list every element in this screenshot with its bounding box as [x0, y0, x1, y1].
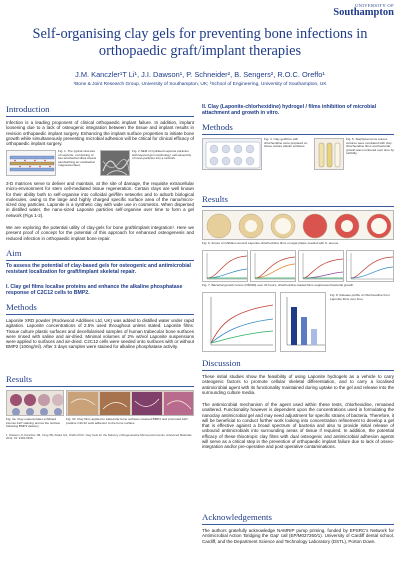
intro-paragraph-1: Infection is a leading proponent of clinical orthopaedic implant failure. In addition, implant loosening due to a lack of osteogenic integration between the tissue and implant results in revision orthopaedic implant surgery. Enhancing the implant surface properties to initiate bone growth while simultaneously preventing microbial adhesion will be critical for clinical efficacy of orthopaedic implant surgery. [6, 120, 194, 147]
poster-title: Self-organising clay gels for preventing bone infections in orthopaedic graft/implant therapies [32, 26, 368, 59]
bacterial-culture-image [314, 138, 344, 170]
well-plate-graphic [203, 139, 262, 170]
release-profile-chart [202, 292, 276, 352]
section-rule [6, 386, 194, 387]
aim-subheading: I. Clay gel films localise proteins and enhance the alkaline phosphatase response of C2C12 cells to BMP2. [6, 284, 183, 296]
discussion-heading: Discussion [202, 358, 241, 368]
alp-stained-plates-image [6, 390, 64, 416]
methods-text-left: Laponite XRD powder (Rockwood Additives Ltd, UK) was added to distilled water under rapid agitation. Laponite concentrations of 2.5% used throughout unless stated. Laponite films: Tissue culture plastic surfaces and decellularised samples of human trabecular bone surfaces were rinsed with saline and air-dried. Minimal volumes of 2% wt/vol Laponite suspensions were applied to surfaces and air-dried. C2C12 cells were seeded onto surfaces with or without BMP2 (100ng/ml). After 3 days samples were stained for alkaline phosphatase activity. [6, 318, 194, 350]
release-profile-plot [203, 293, 276, 352]
growth-curve-plot-3 [299, 251, 344, 282]
acknowledgements-text: The authors gratefully acknowledge NAMRIP pump priming, funded by EPSRC's Network for Antimicrobial Action 'Bridging the Gap' call (EP/M027260/1). University of Cardiff dental school, Cardiff, and the Department Science and Technology Laboratory (DSTL), Porton Down. [202, 528, 394, 544]
results-caption-1: Fig. 3a. Clay-coated plates exhibited intense ALP staining across the surface following BMP2 delivery. [6, 417, 61, 429]
discussion-paragraph-2: The antimicrobial mechanism of the agent used within these tests, chlorhexidine, remained unaltered. Functionality however is dependent upon the concentrations used in formulating the nanoclay antimicrobial gel and may need adjustment for specific strains of bacteria. Therefore, it will be beneficial to conduct further work looking into concentration refinement to develop a gel that is effective against a broad spectrum of bacteria and also to provide initial release of unbound antimicrobials into surrounding areas of tissue if required. In addition, the potential efficacy of these thixotropic clay films with dual osteogenic and antimicrobial adhesion agents will serve as a critical step in the prevention of orthopaedic implant failure due to lack of osseo-integration and/or pre-operative and post operative contaminations. [202, 402, 394, 450]
aim-text: To assess the potential of clay-based gels for osteogenic and antimicrobial resistant localization for graft/implant skeletal repair. [6, 263, 191, 275]
alp-plates-graphic [7, 391, 64, 416]
figure-1-caption: Fig. 1. The typical structure of Laponite, comprising of two tetrahedral silica sheets sandwiching an octahedral magnesia sheet. [58, 149, 97, 168]
growth-curve-plot-1 [203, 251, 248, 282]
acknowledgements-heading: Acknowledgements [202, 512, 272, 522]
growth-curve-plot-4 [347, 251, 394, 282]
results-caption-growth: Fig. 7. Bacterial growth curves (OD600) over 24 hours; chlorhexidine-loaded films suppressed bacterial growth. [202, 283, 355, 287]
author-list: J.M. Kanczler¹T Li¹, J.I. Dawson¹, P. Schneider², B. Sengers², R.O.C. Oreffo¹ [75, 70, 325, 79]
clay-film-preparation-image [202, 138, 262, 170]
aim-heading: Aim [6, 248, 22, 258]
culture-tubes-graphic [315, 139, 344, 170]
logo-name-text: Southampton [333, 7, 394, 18]
results-heading-right: Results [202, 194, 228, 204]
logo-top-text: UNIVERSITY OF [355, 3, 394, 8]
results-caption-agar: Fig. 6. Zones of inhibition around Laponite-chlorhexidine films on agar plates seeded with S. aureus. [202, 241, 340, 245]
intro-paragraph-3: We are exploring the potential utility of clay-gels for bone graft/implant integration¹. Here we present proof of concept for the potential of this approach for enhanced osteogenesis and reduced infection in orthopaedic implant bone repair. [6, 225, 194, 241]
section-rule [202, 206, 394, 207]
methods-caption-1: Fig. 4. Clay gel/films with chlorhexidine were prepared on tissue culture plastic surfaces. [264, 137, 308, 149]
growth-curve-2 [250, 250, 296, 282]
section-rule [202, 370, 394, 371]
results-caption-2: Fig. 3b. Clay films applied to trabecular bone surfaces retained BMP2 and promoted ALP-positive C2C12 cells adherent to the bone surface. [66, 417, 189, 425]
intro-paragraph-2: 3-D matrices serve to deliver and maintain, at the site of damage, the requisite extracellular micro-environment for stem cell-mediated tissue regeneration. Certain clays are well known for their ability both to self-organise into colloidal gel/film networks and to adsorb biological molecules, owing to the large and highly charged specific surface area of the nano/micro-sized clay particles. Laponite is a synthetic clay with wide use in cosmetics. When dispersed in distilled water, the nano-sized Laponite particles self-organise over time to form a gel network (Figs 1-2). [6, 181, 194, 218]
section-rule [6, 116, 194, 117]
growth-curve-1 [202, 250, 248, 282]
figure-2-caption: Fig. 2 SEM of hydrated Laponite particles with layered gel morphology; self-assembly of nano-particles into a network. [132, 149, 192, 161]
section-rule [6, 314, 194, 315]
growth-curve-plot-2 [251, 251, 296, 282]
bone-surface-images [66, 390, 194, 416]
methods-caption-2: Fig. 5. Staphylococcus aureus cultures were incubated with clay-chlorhexidine films and bacterial growth was monitored over time by turbidity. [346, 137, 394, 156]
growth-curve-3 [298, 250, 344, 282]
affiliations: ¹Bone & Joint Research Group, University of Southampton, UK; ²School of Engineering, University of Southampton, UK [73, 82, 327, 87]
methods-heading-left: Methods [6, 302, 37, 312]
release-bar-plot [281, 293, 326, 352]
references: 1. Dawson JI, Kanczler JM, Yang XB, Attard GS, Oreffo ROC. Clay Gels for the Delivery of Regenerative Microenvironments. Advanced Materials 2011; 23: 3304-3308. [6, 433, 192, 441]
agar-plates-image [202, 210, 394, 240]
discussion-paragraph-1: These initial studies show the feasibility of using Laponite hydrogels as a vehicle to carry osteogenic factors to promote cellular skeletal differentiation, and to carry a localised antimicrobial agent with its functionality maintained during uptake to the gel and release into the surrounding culture media. [202, 374, 394, 395]
results-caption-release: Fig. 8. Release profile of chlorhexidine from Laponite films over time. [330, 293, 390, 301]
section-2-heading: II. Clay (Laponite-chlorhexidine) hydrogel / films inhibition of microbial attachment and growth in vitro. [202, 104, 377, 116]
methods-heading-right: Methods [202, 122, 233, 132]
section-rule [202, 524, 394, 525]
intro-heading: Introduction [6, 104, 50, 114]
zone-of-inhibition-plates [203, 211, 394, 240]
sem-micrograph [101, 151, 130, 176]
section-rule [6, 260, 194, 261]
section-rule [202, 134, 394, 135]
laponite-structure-figure [6, 150, 56, 176]
release-bar-chart [280, 292, 326, 352]
laponite-structure-diagram [7, 151, 56, 176]
results-heading-left: Results [6, 374, 32, 384]
bone-surface-panels [67, 391, 194, 416]
sem-image-figure [100, 150, 130, 176]
university-logo [328, 3, 394, 18]
growth-curve-4 [346, 250, 394, 282]
